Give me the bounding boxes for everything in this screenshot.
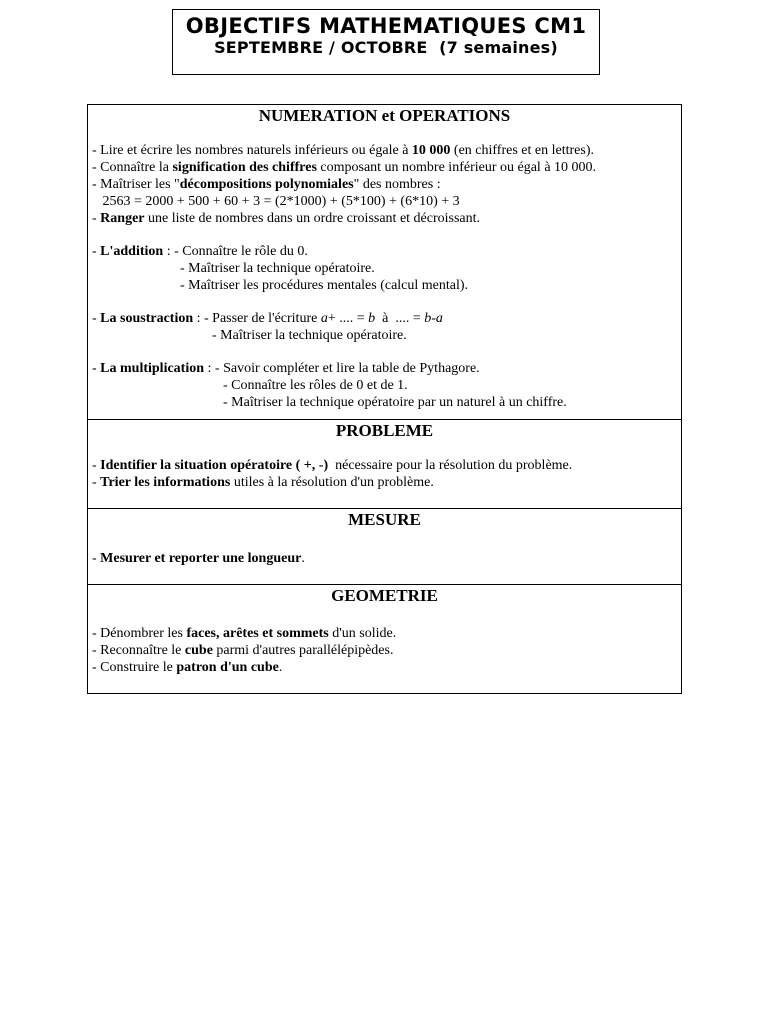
multiplication-line (92, 360, 677, 377)
soustraction-subline: - Maîtriser la technique opératoire. (212, 328, 407, 343)
objective-line (92, 457, 677, 474)
bold-segment: 10 000 (411, 143, 451, 158)
section-numeration-cell (88, 105, 682, 420)
objective-line (92, 642, 677, 659)
objective-line (92, 176, 677, 193)
objective-line (92, 210, 677, 227)
section-title-probleme: PROBLEME (335, 421, 434, 440)
bold-segment: L'addition (100, 244, 164, 259)
italic-segment: a (320, 311, 328, 326)
text-segment: - (92, 551, 101, 566)
text-segment: - Reconnaître le (92, 643, 185, 658)
text-segment: : - Passer de l'écriture (193, 311, 321, 326)
section-geometrie-cell (88, 585, 682, 694)
text-segment: : - Connaître le rôle du 0. (163, 244, 308, 259)
document-subtitle: SEPTEMBRE / OCTOBRE (7 semaines) (214, 38, 558, 57)
text-segment: - (92, 311, 101, 326)
bold-segment: La multiplication (100, 361, 205, 376)
section-geometrie (88, 585, 682, 694)
objective-line (92, 159, 677, 176)
text-segment: : - Savoir compléter et lire la table de Pythagore. (204, 361, 480, 376)
objective-line (92, 625, 677, 642)
soustraction-line (92, 310, 677, 327)
bold-segment: Identifier la situation opératoire ( +, -) (100, 458, 329, 473)
objective-line (92, 550, 677, 567)
objective-line (92, 474, 677, 491)
text-segment: - Connaître la (92, 160, 173, 175)
text-segment: composant un nombre inférieur ou égal à 10 000. (316, 160, 597, 175)
text-segment: . (278, 660, 283, 675)
bold-segment: Trier les informations (100, 475, 231, 490)
text-segment: - (92, 244, 101, 259)
text-segment: - Construire le (92, 660, 177, 675)
objectives-table (87, 104, 682, 694)
text-segment: + .... = (327, 311, 369, 326)
bold-segment: décompositions polynomiales (179, 177, 354, 192)
text-segment: - (92, 458, 101, 473)
italic-segment: b (368, 311, 376, 326)
document-title: OBJECTIFS MATHEMATIQUES CM1 (185, 14, 587, 38)
addition-subline: - Maîtriser la technique opératoire. (180, 261, 375, 276)
text-segment: à .... = (375, 311, 425, 326)
bold-segment: cube (184, 643, 213, 658)
text-segment: d'un solide. (328, 626, 397, 641)
bold-segment: faces, arêtes et sommets (186, 626, 329, 641)
italic-segment: b-a (424, 311, 443, 326)
bold-segment: patron d'un cube (176, 660, 279, 675)
bold-segment: signification des chiffres (172, 160, 317, 175)
text-segment: (en chiffres et en lettres). (450, 143, 594, 158)
text-segment: - (92, 361, 101, 376)
addition-subline: - Maîtriser les procédures mentales (calcul mental). (180, 278, 469, 293)
text-segment: - Dénombrer les (92, 626, 187, 641)
text-segment: " des nombres : (353, 177, 441, 192)
document-title-box (172, 9, 600, 75)
section-title-mesure: MESURE (348, 510, 421, 529)
text-segment: - Lire et écrire les nombres naturels inférieurs ou égale à (92, 143, 412, 158)
section-mesure-cell (88, 509, 682, 585)
text-segment: nécessaire pour la résolution du problème. (328, 458, 573, 473)
example-line: 2563 = 2000 + 500 + 60 + 3 = (2*1000) + (5*100) + (6*10) + 3 (92, 194, 460, 209)
bold-segment: Ranger (100, 211, 145, 226)
section-probleme (88, 420, 682, 509)
text-segment: - Maîtriser les " (92, 177, 180, 192)
section-title-numeration: NUMERATION et OPERATIONS (258, 106, 511, 125)
text-segment: utiles à la résolution d'un problème. (230, 475, 434, 490)
section-title-geometrie: GEOMETRIE (331, 586, 438, 605)
text-segment: - (92, 211, 101, 226)
text-segment: parmi d'autres parallélépipèdes. (212, 643, 394, 658)
bold-segment: Mesurer et reporter une longueur (100, 551, 302, 566)
objective-line (92, 659, 677, 676)
multiplication-subline: - Connaître les rôles de 0 et de 1. (223, 378, 408, 393)
section-numeration (88, 105, 682, 420)
bold-segment: La soustraction (100, 311, 194, 326)
text-segment: une liste de nombres dans un ordre croissant et décroissant. (144, 211, 481, 226)
section-probleme-cell (88, 420, 682, 509)
multiplication-subline: - Maîtriser la technique opératoire par un naturel à un chiffre. (223, 395, 567, 410)
text-segment: - (92, 475, 101, 490)
objective-line (92, 142, 677, 159)
text-segment: . (301, 551, 305, 566)
addition-line (92, 243, 677, 260)
section-mesure (88, 509, 682, 585)
